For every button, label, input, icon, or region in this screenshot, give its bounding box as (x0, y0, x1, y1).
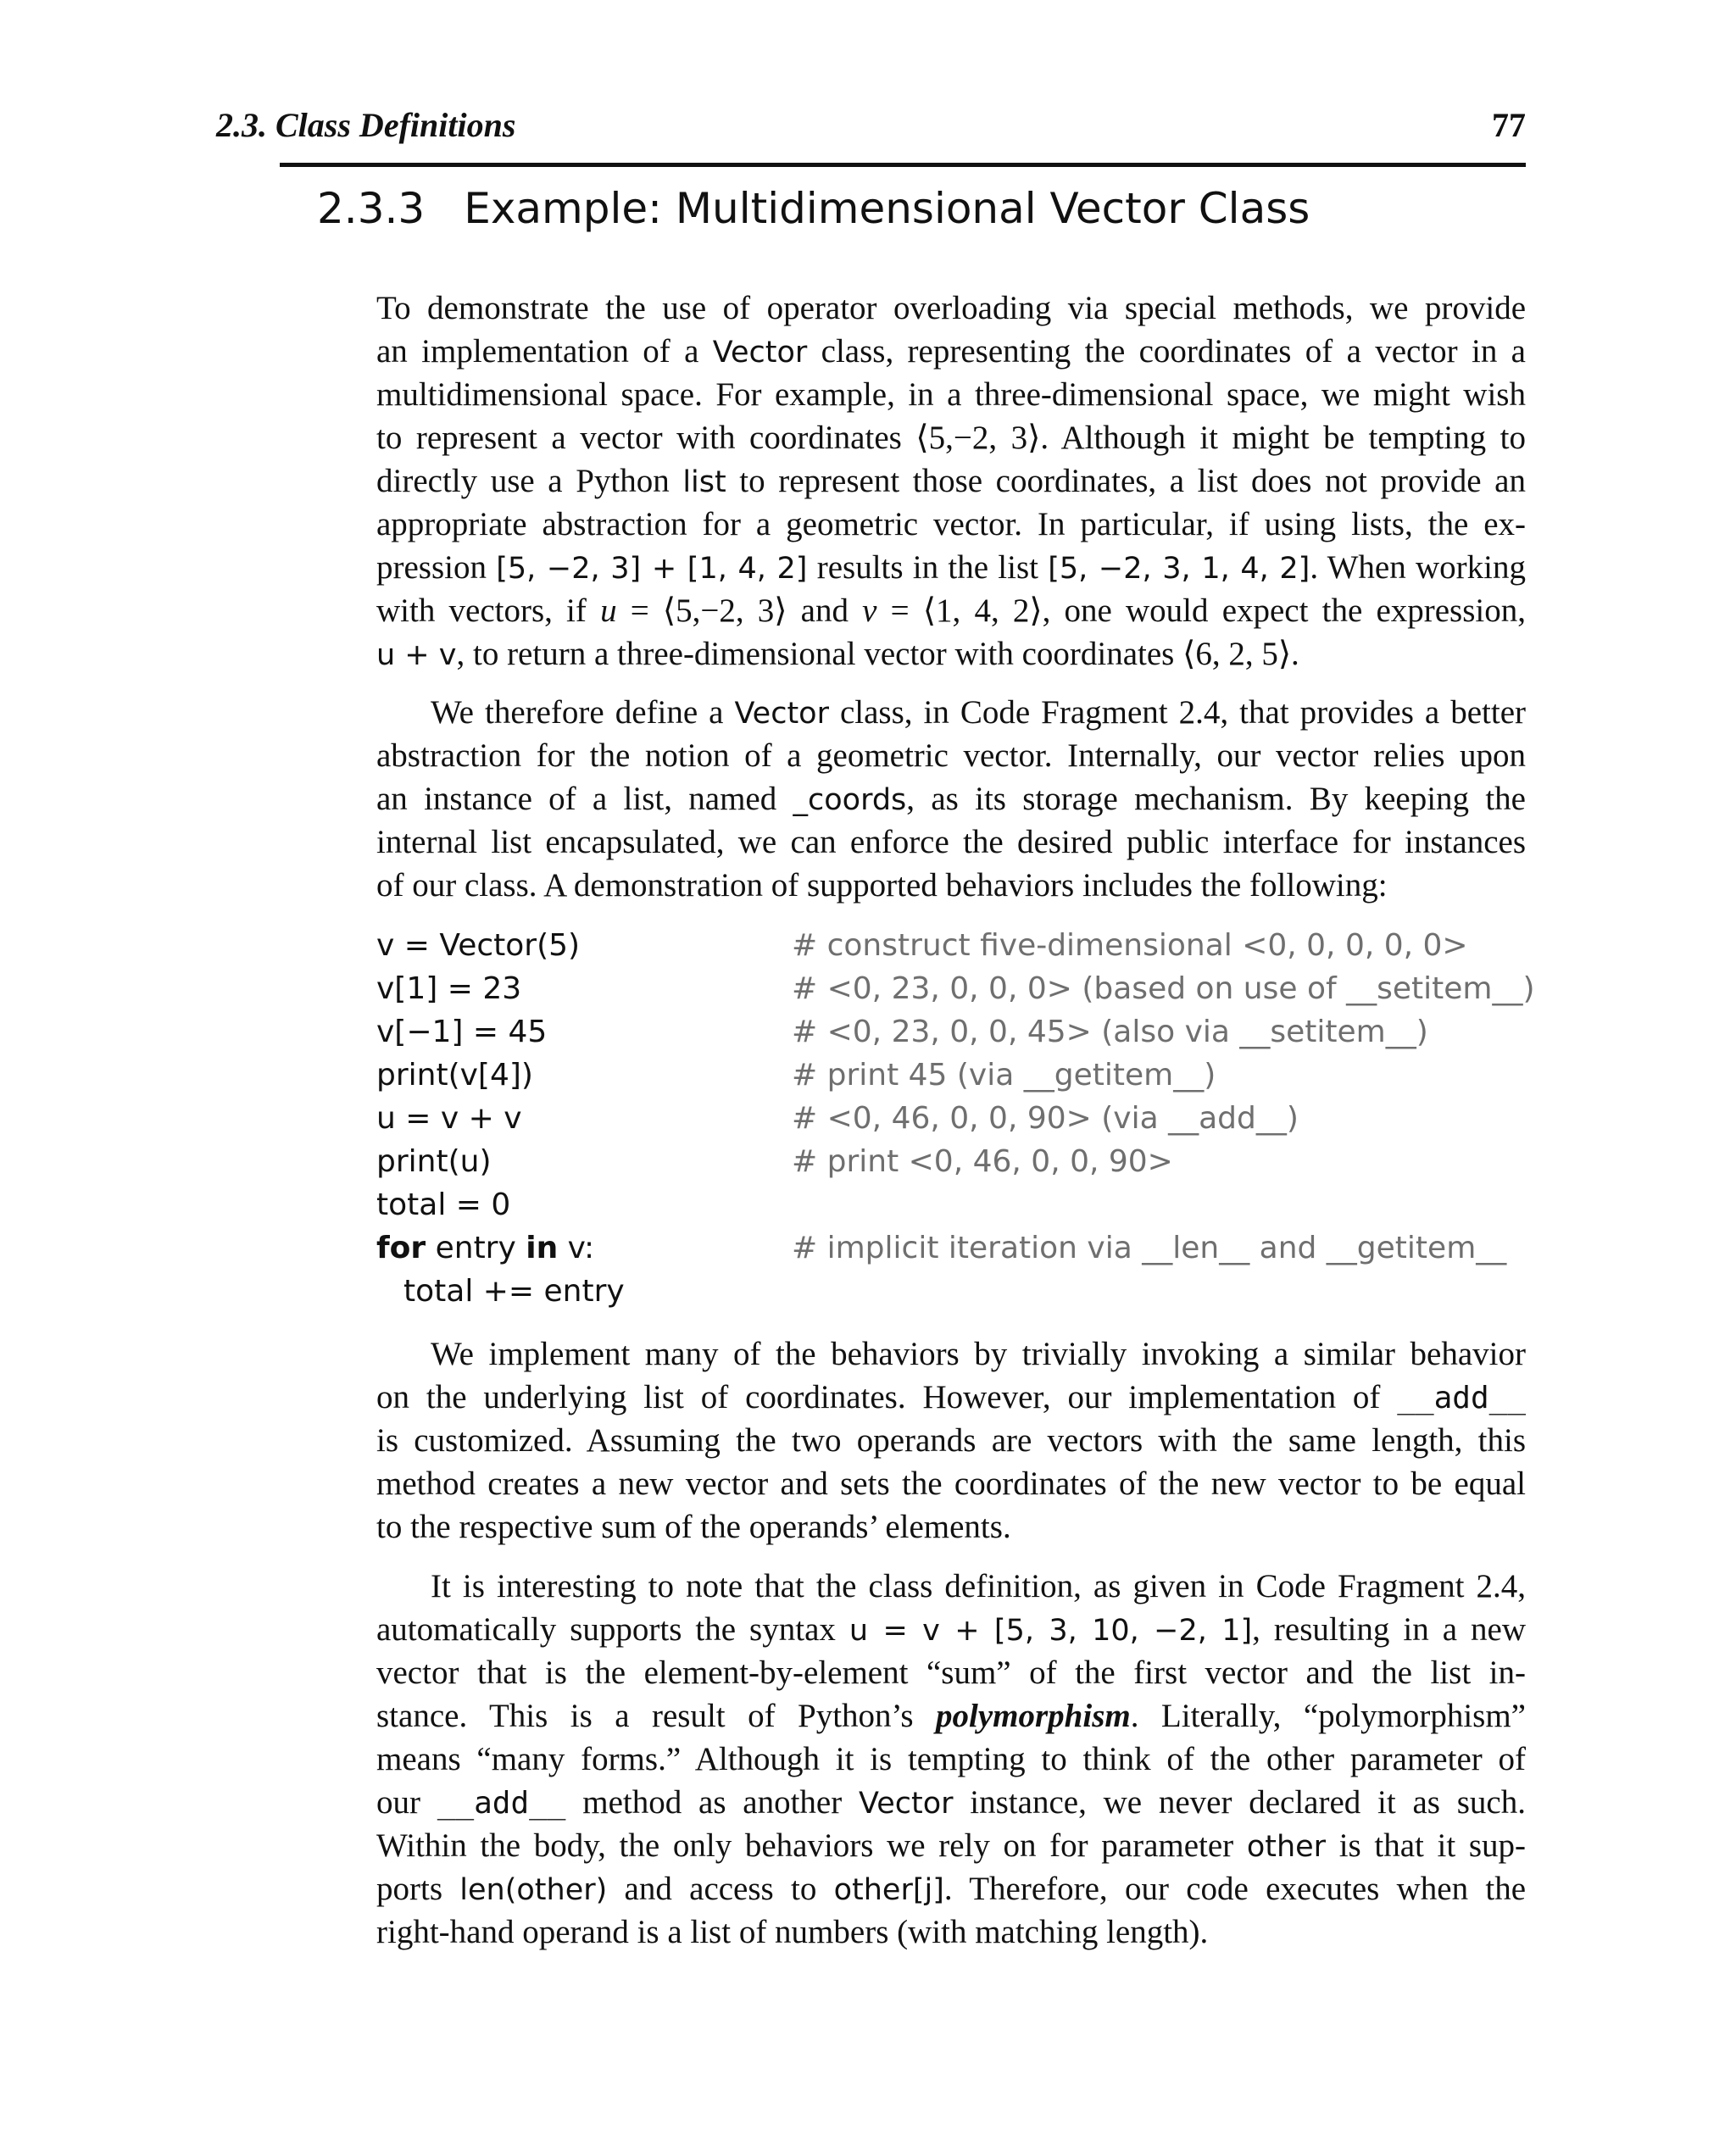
text-line: to represent a vector with coordinates ⟨5,−2, 3⟩. Although it might be tempting to (376, 420, 1526, 456)
code-statement: v[−1] = 45 (376, 1015, 548, 1049)
code-line (376, 1010, 1526, 1054)
code-statement: print(v[4]) (376, 1058, 533, 1093)
code-example (376, 924, 1535, 1313)
text-line: abstraction for the notion of a geometric vector. Internally, our vector relies upon (376, 737, 1526, 774)
code-comment: # print <0, 46, 0, 0, 90> (792, 1144, 1173, 1179)
text-line: method creates a new vector and sets the coordinates of the new vector to be equal (376, 1465, 1526, 1502)
text-line: right-hand operand is a list of numbers (with matching length). (376, 1914, 1209, 1950)
text-line: with vectors, if u = ⟨5,−2, 3⟩ and v = ⟨1, 4, 2⟩, one would expect the expression, (376, 592, 1526, 629)
code-line (376, 967, 1535, 1010)
code-comment: # implicit iteration via __len__ and __getitem__ (792, 1231, 1507, 1265)
text-line: It is interesting to note that the class definition, as given in Code Fragment 2.4, (431, 1568, 1526, 1604)
code-comment: # print 45 (via __getitem__) (792, 1058, 1216, 1093)
text-line: appropriate abstraction for a geometric vector. In particular, if using lists, the ex- (376, 506, 1526, 542)
text-line: on the underlying list of coordinates. However, our implementation of __add__ (376, 1379, 1526, 1415)
keyword-in: in (526, 1231, 559, 1265)
text-line: multidimensional space. For example, in a three-dimensional space, we might wish (376, 376, 1526, 413)
section-number: 2.3.3 (317, 184, 426, 233)
code-line (376, 1183, 1526, 1226)
code-statement: v[1] = 23 (376, 971, 522, 1006)
section-title: Example: Multidimensional Vector Class (464, 184, 1310, 233)
paragraph-1 (376, 286, 1526, 676)
code-statement: total += entry (403, 1274, 625, 1309)
code-statement: v = Vector(5) (376, 928, 581, 963)
text-line: an implementation of a Vector class, representing the coordinates of a vector in a (376, 333, 1526, 370)
text-line: Within the body, the only behaviors we rely on for parameter other is that it sup- (376, 1827, 1526, 1864)
text-line: We implement many of the behaviors by trivially invoking a similar behavior (431, 1336, 1526, 1372)
section-heading (317, 178, 1310, 239)
running-head (216, 100, 1526, 151)
code-line (376, 1097, 1526, 1140)
page-number: 77 (1492, 106, 1526, 144)
text-line: We therefore define a Vector class, in Code Fragment 2.4, that provides a better (431, 694, 1526, 731)
code-line (376, 1054, 1526, 1097)
text-line: is customized. Assuming the two operands are vectors with the same length, this (376, 1422, 1526, 1459)
text-line: means “many forms.” Although it is tempting to think of the other parameter of (376, 1741, 1526, 1777)
code-statement: for entry in v: (376, 1231, 595, 1265)
text-line: an instance of a list, named _coords, as its storage mechanism. By keeping the (376, 781, 1526, 817)
text-line: our __add__ method as another Vector instance, we never declared it as such. (376, 1784, 1526, 1821)
paragraph-2 (376, 691, 1526, 907)
text-line: to the respective sum of the operands’ elements. (376, 1509, 1011, 1545)
text-line: directly use a Python list to represent those coordinates, a list does not provide an (376, 463, 1526, 499)
code-statement: print(u) (376, 1144, 492, 1179)
code-line (376, 1140, 1526, 1183)
header-rule (280, 163, 1526, 167)
code-comment: # <0, 23, 0, 0, 0> (based on use of __setitem__) (792, 971, 1535, 1006)
text-line: internal list encapsulated, we can enforce the desired public interface for instances (376, 824, 1526, 860)
text-line: automatically supports the syntax u = v + [5, 3, 10, −2, 1], resulting in a new (376, 1611, 1526, 1648)
text-line: To demonstrate the use of operator overloading via special methods, we provide (376, 290, 1526, 326)
text-line: vector that is the element-by-element “sum” of the first vector and the list in- (376, 1654, 1526, 1691)
keyword-for: for (376, 1231, 426, 1265)
code-comment: # <0, 23, 0, 0, 45> (also via __setitem__) (792, 1015, 1428, 1049)
code-line (376, 1226, 1526, 1270)
text-line: stance. This is a result of Python’s polymorphism. Literally, “polymorphism” (376, 1698, 1526, 1734)
text-line: of our class. A demonstration of supported behaviors includes the following: (376, 867, 1388, 904)
code-line (376, 924, 1526, 967)
code-statement: total = 0 (376, 1187, 511, 1222)
code-comment: # construct five-dimensional <0, 0, 0, 0, 0> (792, 928, 1468, 963)
code-statement: u = v + v (376, 1101, 522, 1136)
text-line: ports len(other) and access to other[j]. Therefore, our code executes when the (376, 1871, 1527, 1907)
paragraph-4 (376, 1565, 1526, 1954)
text-line: pression [5, −2, 3] + [1, 4, 2] results in the list [5, −2, 3, 1, 4, 2]. When working (376, 549, 1526, 586)
paragraph-3 (376, 1332, 1526, 1549)
code-line (376, 1270, 1526, 1313)
running-head-section: 2.3. Class Definitions (216, 106, 516, 144)
text-line: u + v, to return a three-dimensional vector with coordinates ⟨6, 2, 5⟩. (376, 636, 1299, 672)
code-comment: # <0, 46, 0, 0, 90> (via __add__) (792, 1101, 1299, 1136)
